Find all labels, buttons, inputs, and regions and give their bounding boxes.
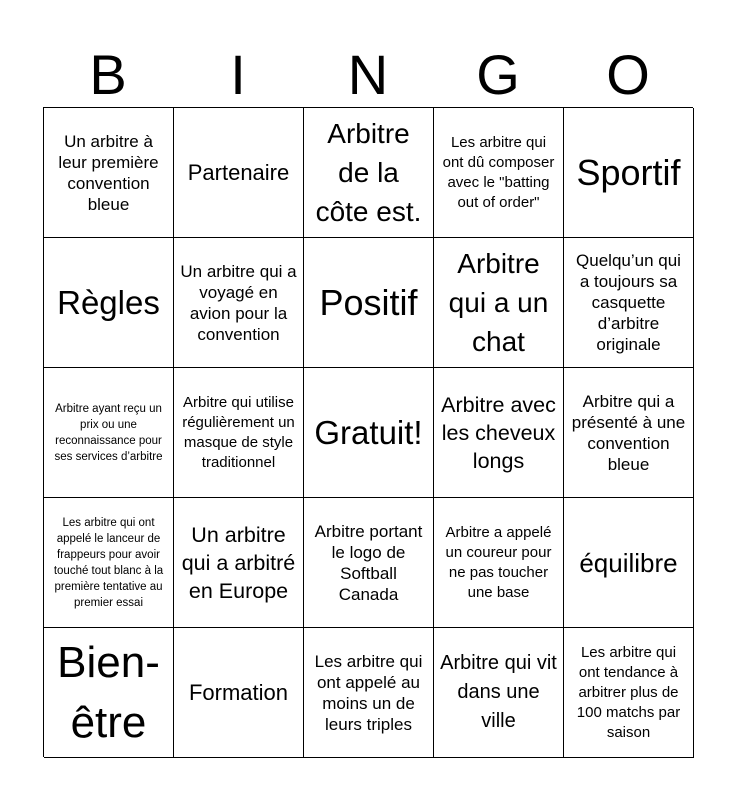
bingo-cell (44, 238, 174, 368)
cell-text: Règles (57, 283, 160, 321)
cell-text: Arbitre qui a un chat (448, 248, 549, 357)
bingo-cell (564, 498, 694, 628)
bingo-cell (44, 498, 174, 628)
header-letter-b: B (89, 43, 127, 106)
bingo-cell (304, 628, 434, 758)
cell-text: Arbitre de la côte est. (315, 118, 422, 227)
bingo-cell (304, 238, 434, 368)
cell-text: Arbitre ayant reçu un prix ou une reconnaissance pour ses services d’arbitre (54, 402, 163, 463)
cell-text: Bien-être (57, 637, 160, 747)
bingo-cell (304, 368, 434, 498)
cell-text: Un arbitre qui a voyagé en avion pour la convention (180, 261, 297, 344)
bingo-cell (174, 498, 304, 628)
bingo-cell (434, 498, 564, 628)
bingo-cell (44, 368, 174, 498)
header-letter-o: O (606, 43, 650, 106)
bingo-cell (564, 368, 694, 498)
bingo-grid (43, 107, 693, 757)
cell-text: Partenaire (187, 160, 290, 185)
cell-text: Arbitre qui a présenté à une convention bleue (571, 391, 686, 474)
bingo-cell (434, 368, 564, 498)
cell-text: Arbitre qui utilise régulièrement un masque de style traditionnel (182, 393, 295, 471)
bingo-cell (564, 108, 694, 238)
cell-text: Formation (188, 680, 289, 705)
bingo-cell (434, 238, 564, 368)
cell-text: Positif (319, 281, 418, 323)
bingo-cell (304, 108, 434, 238)
cell-text: Gratuit! (314, 413, 423, 451)
bingo-cell (44, 628, 174, 758)
bingo-cell (174, 238, 304, 368)
header-letter-i: I (230, 43, 246, 106)
bingo-cell (174, 108, 304, 238)
cell-text: Quelqu’un qui a toujours sa casquette d’arbitre originale (576, 251, 681, 354)
bingo-cell (434, 628, 564, 758)
cell-text: Sportif (576, 151, 681, 193)
bingo-cell (174, 368, 304, 498)
cell-text: Un arbitre qui a arbitré en Europe (181, 522, 296, 603)
cell-text: équilibre (579, 547, 678, 578)
bingo-cell (44, 108, 174, 238)
cell-text: Les arbitre qui ont appelé au moins un de leurs triples (314, 651, 423, 734)
cell-text: Arbitre portant le logo de Softball Canada (314, 521, 423, 604)
cell-text: Arbitre a appelé un coureur pour ne pas toucher une base (445, 523, 552, 601)
cell-text: Arbitre qui vit dans une ville (440, 652, 557, 732)
cell-text: Les arbitre qui ont tendance à arbitrer plus de 100 matchs par saison (576, 643, 681, 741)
header-letter-g: G (476, 43, 520, 106)
cell-text: Un arbitre à leur première convention bleue (58, 131, 159, 214)
bingo-cell (304, 498, 434, 628)
bingo-cell (564, 238, 694, 368)
bingo-header (43, 42, 693, 108)
header-letter-n: N (347, 43, 389, 106)
bingo-cell (434, 108, 564, 238)
bingo-cell (564, 628, 694, 758)
cell-text: Les arbitre qui ont dû composer avec le "batting out of order" (442, 133, 555, 211)
cell-text: Arbitre avec les cheveux longs (441, 392, 556, 473)
cell-text: Les arbitre qui ont appelé le lanceur de frappeurs pour avoir touché tout blanc à la première tentative au premier essai (53, 516, 164, 609)
bingo-cell (174, 628, 304, 758)
